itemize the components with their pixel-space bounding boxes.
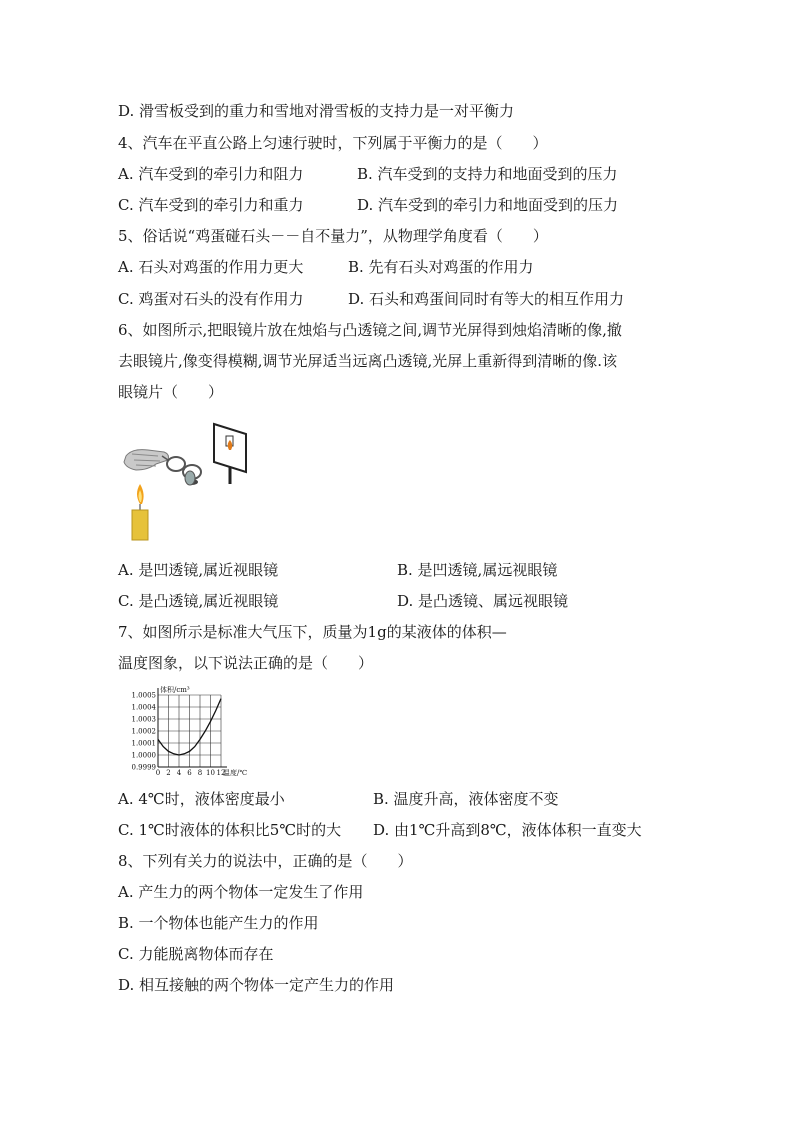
y-tick-label: 1.0000: [131, 751, 156, 760]
q6-option-a: A. 是凹透镜,属近视眼镜: [118, 561, 279, 579]
y-tick-label: 1.0001: [131, 739, 156, 748]
lens-experiment-figure: [118, 420, 258, 542]
q8-option-d: D. 相互接触的两个物体一定产生力的作用: [118, 976, 395, 994]
x-tick-label: 2: [166, 769, 171, 777]
q5-option-c: C. 鸡蛋对石头的没有作用力: [118, 290, 304, 308]
y-tick-label: 1.0004: [131, 703, 156, 712]
q8-option-c: C. 力能脱离物体而存在: [118, 945, 274, 963]
q3-option-d: D. 滑雪板受到的重力和雪地对滑雪板的支持力是一对平衡力: [118, 102, 515, 120]
y-tick-label: 0.9999: [131, 763, 156, 772]
q4-option-a: A. 汽车受到的牵引力和阻力: [118, 165, 304, 183]
y-tick-label: 1.0002: [131, 727, 156, 736]
q6-stem-line-3: 眼镜片（ ）: [118, 383, 224, 401]
q6-option-b: B. 是凹透镜,属远视眼镜: [397, 561, 558, 579]
x-tick-label: 0: [155, 769, 161, 777]
q8-option-a: A. 产生力的两个物体一定发生了作用: [118, 883, 364, 901]
q6-stem-line-2: 去眼镜片,像变得模糊,调节光屏适当远离凸透镜,光屏上重新得到清晰的像.该: [118, 352, 618, 370]
q5-option-b: B. 先有石头对鸡蛋的作用力: [348, 258, 534, 276]
q4-option-d: D. 汽车受到的牵引力和地面受到的压力: [357, 196, 619, 214]
light-screen-icon: [214, 424, 246, 484]
q6-stem-line-1: 6、如图所示,把眼镜片放在烛焰与凸透镜之间,调节光屏得到烛焰清晰的像,撤: [118, 321, 622, 339]
q7-option-d: D. 由1℃升高到8℃，液体体积一直变大: [373, 821, 642, 839]
x-tick-label: 12: [216, 769, 226, 777]
q5-option-d: D. 石头和鸡蛋间同时有等大的相互作用力: [348, 290, 625, 308]
q7-option-a: A. 4℃时，液体密度最小: [118, 790, 285, 808]
y-tick-label: 1.0003: [131, 715, 156, 724]
q7-option-b: B. 温度升高，液体密度不变: [373, 790, 559, 808]
x-axis-label: 温度/℃: [223, 769, 248, 777]
y-tick-label: 1.0005: [131, 691, 156, 700]
volume-temperature-chart: [118, 685, 268, 780]
q4-option-c: C. 汽车受到的牵引力和重力: [118, 196, 304, 214]
q8-stem: 8、下列有关力的说法中，正确的是（ ）: [118, 852, 413, 870]
q6-option-c: C. 是凸透镜,属近视眼镜: [118, 592, 279, 610]
q8-option-b: B. 一个物体也能产生力的作用: [118, 914, 319, 932]
q7-option-c: C. 1℃时液体的体积比5℃时的大: [118, 821, 342, 839]
q6-option-d: D. 是凸透镜、属远视眼镜: [397, 592, 569, 610]
x-tick-label: 8: [197, 769, 203, 777]
q5-stem: 5、俗话说“鸡蛋碰石头－－自不量力”，从物理学角度看（ ）: [118, 227, 548, 245]
q4-stem: 4、汽车在平直公路上匀速行驶时，下列属于平衡力的是（ ）: [118, 134, 548, 152]
q7-stem-line-2: 温度图象，以下说法正确的是（ ）: [118, 654, 374, 672]
x-tick-label: 4: [176, 769, 182, 777]
x-tick-label: 6: [187, 769, 192, 777]
q5-option-a: A. 石头对鸡蛋的作用力更大: [118, 258, 304, 276]
q7-stem-line-1: 7、如图所示是标准大气压下，质量为1g的某液体的体积—: [118, 623, 507, 641]
x-tick-label: 10: [206, 769, 215, 777]
q4-option-b: B. 汽车受到的支持力和地面受到的压力: [357, 165, 618, 183]
hand-icon: [124, 450, 169, 470]
y-axis-label: 体积/cm³: [160, 686, 190, 694]
candle-icon: [132, 484, 148, 540]
